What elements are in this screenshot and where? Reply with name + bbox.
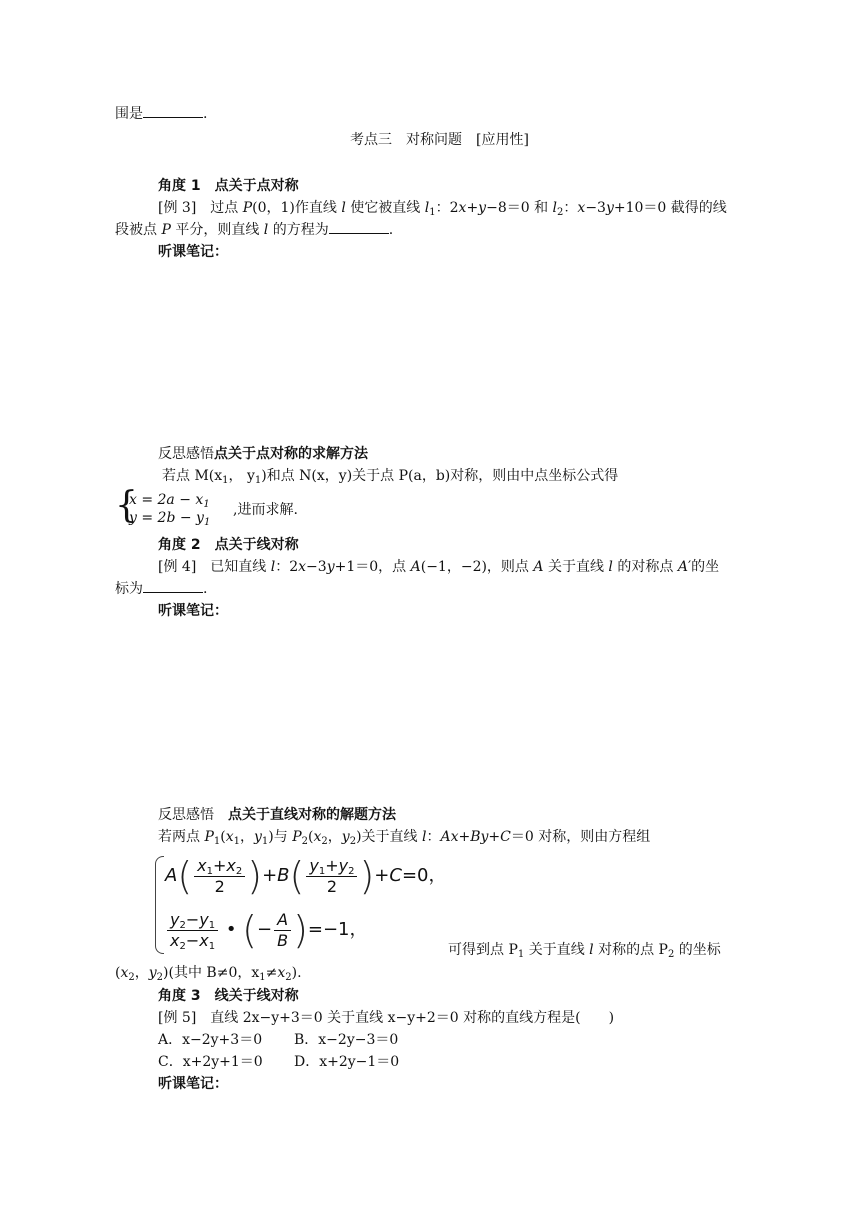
system-2-eq1: A( $\frac{x_1+x_2}{2}$ )+B( $\frac{y_1+y_2}{2}$ )+C=0，: [165, 854, 447, 898]
system-1: [115, 485, 435, 530]
answer-blank: [143, 580, 203, 593]
example-4-line1: [例 4] 已知直线 l：2x−3y+1＝0，点 A(−1，−2)，则点 A 关于直线 l 的对称点 A′的坐: [158, 559, 720, 575]
answer-blank: [143, 105, 203, 118]
example-3-line1: [例 3] 过点 P(0，1)作直线 l 使它被直线 $l_1$：2x+y−8＝0 和 $l_2$：x−3y+10＝0 截得的线: [158, 200, 727, 218]
frac: $\frac{x_1+x_2}{2}$: [194, 856, 245, 897]
option-b: B．x−2y−3＝0: [294, 1032, 399, 1048]
notes-label-3: 听课笔记：: [158, 1076, 228, 1092]
notes-label-1: 听课笔记：: [158, 244, 228, 260]
system-1-eq1: $x = 2a - x_1$: [129, 492, 210, 510]
frac: $\frac{y_1+y_2}{2}$: [306, 856, 357, 897]
reflection-2-title: 反思感悟 点关于直线对称的解题方法: [158, 807, 396, 823]
example-4-line2: 标为 .: [115, 581, 208, 597]
reflection-1-body: 若点 $M(x_1$， $y_1$)和点 N(x，y)关于点 P(a，b)对称，则由中点坐标公式得: [162, 468, 619, 486]
option-c: C．x+2y+1＝0: [158, 1054, 263, 1070]
notes-label-2: 听课笔记：: [158, 603, 228, 619]
system-1-eq2: $y = 2b - y_1$: [129, 510, 211, 528]
brace: {: [115, 485, 138, 526]
example-3-line2: 段被点 P 平分，则直线 l 的方程为 .: [115, 222, 394, 238]
frac: $\frac{A}{B}$: [274, 910, 291, 951]
system-2-brace: [155, 856, 164, 954]
reflection-2-coords: ($x_2$，$y_2$)(其中 B≠0，$x_1\ne x_2$).: [115, 965, 302, 983]
option-d: D．x+2y−1＝0: [294, 1054, 400, 1070]
reflection-1-title: 反思感悟点关于点对称的求解方法: [158, 446, 368, 462]
angle-2-heading: 角度 2 点关于线对称: [158, 537, 299, 553]
option-a: A．x−2y+3＝0: [158, 1032, 263, 1048]
line-top: 围是 .: [115, 106, 208, 122]
answer-blank: [329, 221, 389, 234]
frac: $\frac{y_2-y_1}{x_2-x_1}$: [167, 910, 218, 951]
system-2-eq2: $\frac{y_2-y_1}{x_2-x_1}$ • (− $\frac{A}{B}$ )=−1，: [165, 908, 368, 952]
system-1-tail: ,进而求解.: [233, 502, 298, 518]
angle-3-heading: 角度 3 线关于线对称: [158, 988, 299, 1004]
section-title: 考点三 对称问题 [应用性]: [350, 132, 529, 148]
angle-1-heading: 角度 1 点关于点对称: [158, 178, 299, 194]
reflection-2-body: 若两点 $P_1(x_1$，$y_1$)与 $P_2(x_2$，$y_2$)关于直线 l：Ax+By+C＝0 对称，则由方程组: [158, 829, 651, 847]
reflection-2-tail: 可得到点 $P_1$ 关于直线 l 对称的点 $P_2$ 的坐标: [448, 942, 721, 960]
example-5-line: [例 5] 直线 2x−y+3＝0 关于直线 x−y+2＝0 对称的直线方程是( ): [158, 1010, 615, 1026]
system-2: [155, 850, 485, 960]
